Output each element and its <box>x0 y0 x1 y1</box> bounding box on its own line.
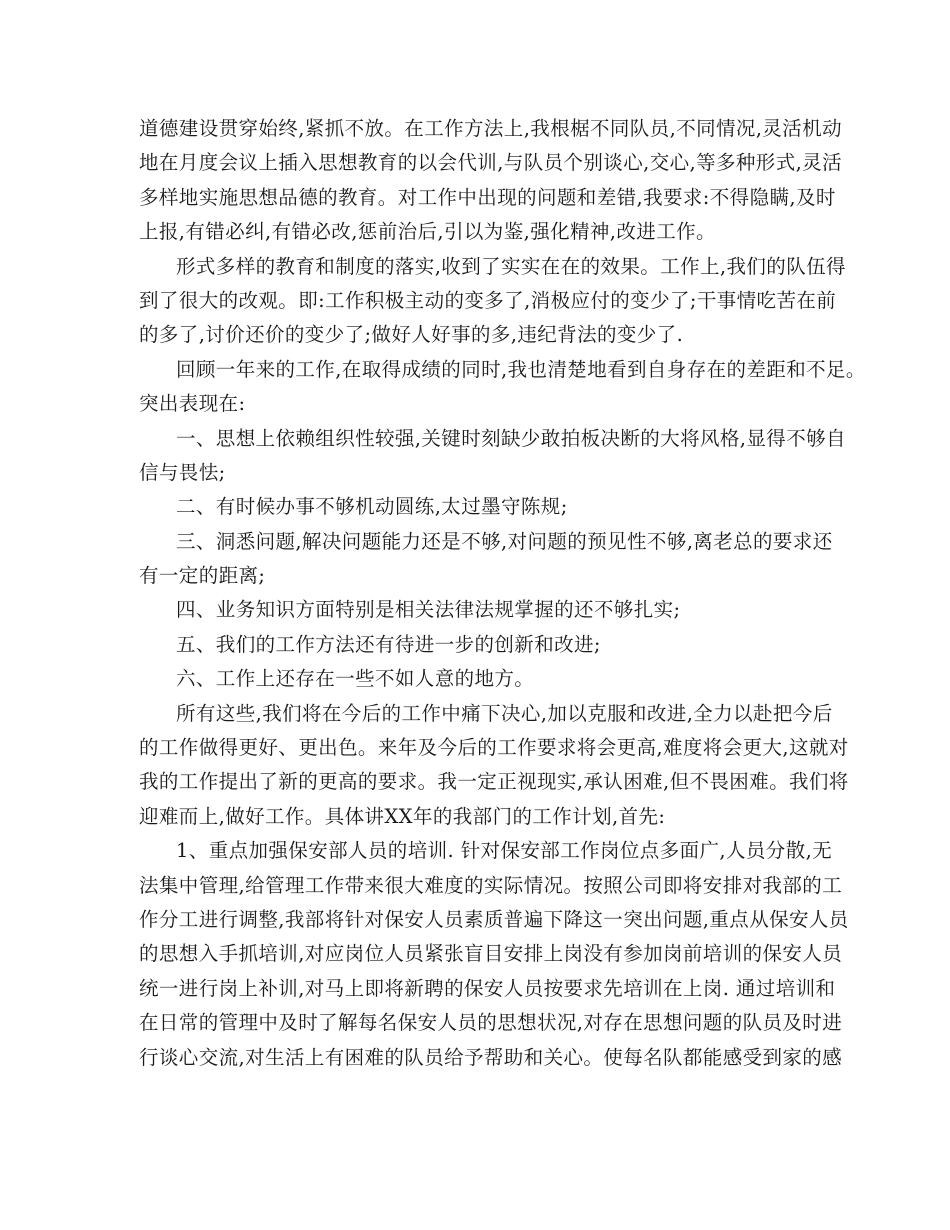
text-line: 四、业务知识方面特别是相关法律法规掌握的还不够扎实; <box>176 598 681 622</box>
text-line: 所有这些,我们将在今后的工作中痛下决心,加以克服和改进,全力以赴把今后 <box>176 701 833 725</box>
text-line: 行谈心交流,对生活上有困难的队员给予帮助和关心。使每名队都能感受到家的感 <box>139 1045 843 1069</box>
text-line: 一、思想上依赖组织性较强,关键时刻缺少敢拍板决断的大将风格,显得不够自 <box>176 426 846 450</box>
text-line: 道德建设贯穿始终,紧抓不放。在工作方法上,我根椐不同队员,不同情况,灵活机动 <box>139 117 842 140</box>
text-line: 的工作做得更好、更出色。来年及今后的工作要求将会更高,难度将会更大,这就对 <box>139 736 849 760</box>
text-line: 上报,有错必纠,有错必改,惩前治后,引以为鉴,强化精神,改进工作。 <box>139 220 716 244</box>
text-line: 的思想入手抓培训,对应岗位人员紧张盲目安排上岗没有参加岗前培训的保安人员 <box>139 942 843 966</box>
text-line: 在日常的管理中及时了解每名保安人员的思想状况,对存在思想问题的队员及时进 <box>139 1011 843 1035</box>
text-line: 二、有时候办事不够机动圆练,太过墨守陈规; <box>176 495 568 519</box>
text-line: 统一进行岗上补训,对马上即将新聘的保安人员按要求先培训在上岗. 通过培训和 <box>139 976 836 1000</box>
text-line: 作分工进行调整,我部将针对保安人员素质普遍下降这一突出问题,重点从保安人员 <box>139 907 849 931</box>
text-line: 回顾一年来的工作,在取得成绩的同时,我也清楚地看到自身存在的差距和不足。 <box>176 357 866 381</box>
text-line: 我的工作提出了新的更高的要求。我一定正视现实,承认困难,但不畏困难。我们将 <box>139 770 849 794</box>
text-line: 法集中管理,给管理工作带来很大难度的实际情况。按照公司即将安排对我部的工 <box>139 873 843 897</box>
text-line: 地在月度会议上插入思想教育的以会代训,与队员个别谈心,交心,等多种形式,灵活 <box>139 151 842 175</box>
text-line: 突出表现在: <box>139 392 246 416</box>
text-line: 五、我们的工作方法还有待进一步的创新和改进; <box>176 632 601 656</box>
text-line: 的多了,讨价还价的变少了;做好人好事的多,违纪背法的变少了. <box>139 323 684 347</box>
document-body <box>139 112 866 1075</box>
text-line: 有一定的距离; <box>139 564 266 588</box>
text-line: 信与畏怯; <box>139 460 226 484</box>
text-line: 形式多样的教育和制度的落实,收到了实实在在的效果。工作上,我们的队伍得 <box>176 254 846 278</box>
text-line: 六、工作上还存在一些不如人意的地方。 <box>176 667 535 691</box>
text-line: 迎难而上,做好工作。具体讲XX年的我部门的工作计划,首先: <box>139 804 666 828</box>
text-line: 到了很大的改观。即:工作积极主动的变多了,消极应付的变少了;干事情吃苦在前 <box>139 288 837 312</box>
text-line: 三、洞悉问题,解决问题能力还是不够,对问题的预见性不够,离老总的要求还 <box>176 529 833 553</box>
text-line: 1、重点加强保安部人员的培训. 针对保安部工作岗位点多面广,人员分散,无 <box>176 839 833 863</box>
text-line: 多样地实施思想品德的教育。对工作中出现的问题和差错,我要求:不得隐瞒,及时 <box>139 185 836 209</box>
